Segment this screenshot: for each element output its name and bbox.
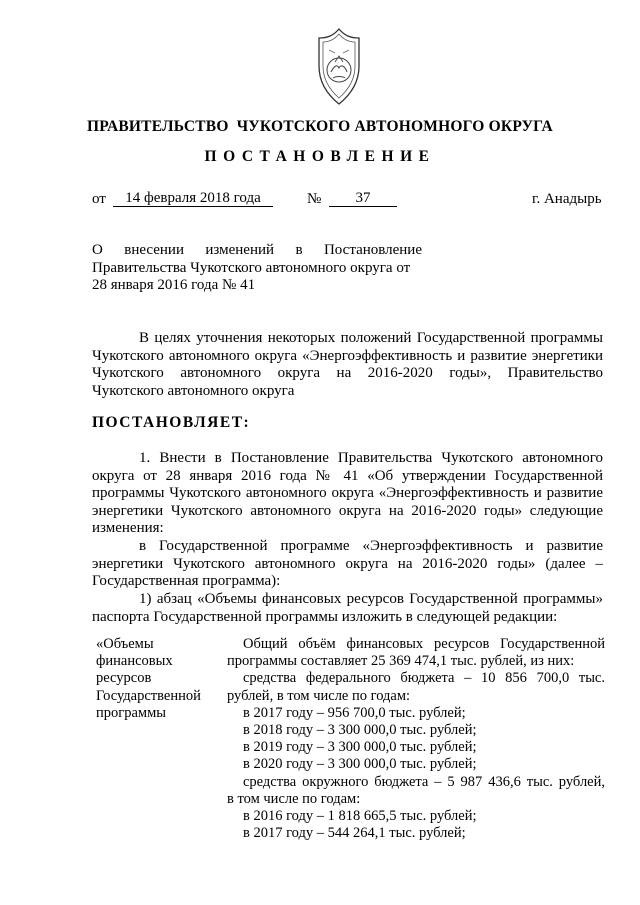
document-number: 37 [329, 191, 397, 207]
subject-line: Правительства Чукотского автономного округа от [92, 259, 411, 276]
clause-line: 1. Внести в Постановление Правительства Чукотского автономного [139, 450, 603, 466]
table-label-line: «Объемы [96, 636, 154, 652]
clause-line: Государственная программа): [92, 573, 281, 589]
table-label-line: Государственной [96, 687, 201, 704]
table-value-line: рублей, в том числе по годам: [227, 687, 411, 704]
table-value-line: программы составляет 25 369 474,1 тыс. рублей, из них: [227, 653, 575, 670]
table-label-cell [96, 636, 216, 722]
number-prefix: № [307, 191, 322, 207]
table-value-line: в 2017 году – 956 700,0 тыс. рублей; [243, 704, 466, 721]
clause-line: 1) абзац «Объемы финансовых ресурсов Государственной программы» [139, 591, 603, 607]
table-label-line: ресурсов [96, 670, 152, 687]
clause-3 [92, 591, 603, 626]
preamble-line: Чукотского автономного округа на 2016-2020 годы», Правительство [92, 365, 603, 381]
clause-line: округа от 28 января 2016 года № 41 «Об утверждении Государственной [92, 467, 603, 484]
clause-line: изменения: [92, 520, 164, 536]
subject-line: 28 января 2016 года № 41 [92, 277, 256, 293]
coat-of-arms-icon [299, 26, 379, 108]
preamble-line: Чукотского автономного округа «Энергоэффективность и развитие энергетики [92, 347, 603, 364]
table-value-line: в том числе по годам: [227, 790, 361, 807]
table-value-line: в 2016 году – 1 818 665,5 тыс. рублей; [243, 808, 477, 825]
table-value-cell [227, 636, 605, 842]
document-date: 14 февраля 2018 года [113, 191, 273, 207]
city: г. Анадырь [532, 191, 602, 207]
table-value-line: в 2017 году – 544 264,1 тыс. рублей; [243, 825, 466, 842]
preamble [92, 330, 603, 400]
clause-1 [92, 450, 603, 538]
table-value-line: средства окружного бюджета – 5 987 436,6 тыс. рублей, [243, 773, 605, 790]
table-value-line: в 2019 году – 3 300 000,0 тыс. рублей; [243, 739, 477, 756]
clause-line: энергетики Чукотского автономного округа на 2016-2020 годы» следующие [92, 502, 603, 519]
table-value-line: в 2020 году – 3 300 000,0 тыс. рублей; [243, 756, 477, 773]
clause-line: программы Чукотского автономного округа «Энергоэффективность и развитие [92, 485, 603, 501]
table-label-line: программы [96, 704, 166, 721]
decree-heading: ПОСТАНОВЛЯЕТ: [92, 414, 251, 431]
clause-2 [92, 538, 603, 591]
clause-line: энергетики Чукотского автономного округа на 2016-2020 годы» (далее – [92, 555, 603, 572]
clause-line: паспорта Государственной программы изложить в следующей редакции: [92, 608, 558, 625]
table-label-line: финансовых [96, 653, 173, 670]
preamble-line: В целях уточнения некоторых положений Государственной программы [139, 330, 603, 346]
document-type: ПОСТАНОВЛЕНИЕ [204, 148, 436, 165]
table-value-line: в 2018 году – 3 300 000,0 тыс. рублей; [243, 722, 477, 739]
date-prefix: от [92, 191, 106, 207]
preamble-line: Чукотского автономного округа [92, 382, 295, 399]
table-value-line: Общий объём финансовых ресурсов Государственной [243, 636, 605, 652]
clause-line: в Государственной программе «Энергоэффективность и развитие [139, 538, 603, 554]
subject-line: О внесении изменений в Постановление [92, 242, 422, 258]
government-title: ПРАВИТЕЛЬСТВО ЧУКОТСКОГО АВТОНОМНОГО ОКРУГА [87, 118, 553, 135]
table-value-line: средства федерального бюджета – 10 856 700,0 тыс. [243, 670, 605, 687]
subject-block [92, 242, 422, 295]
